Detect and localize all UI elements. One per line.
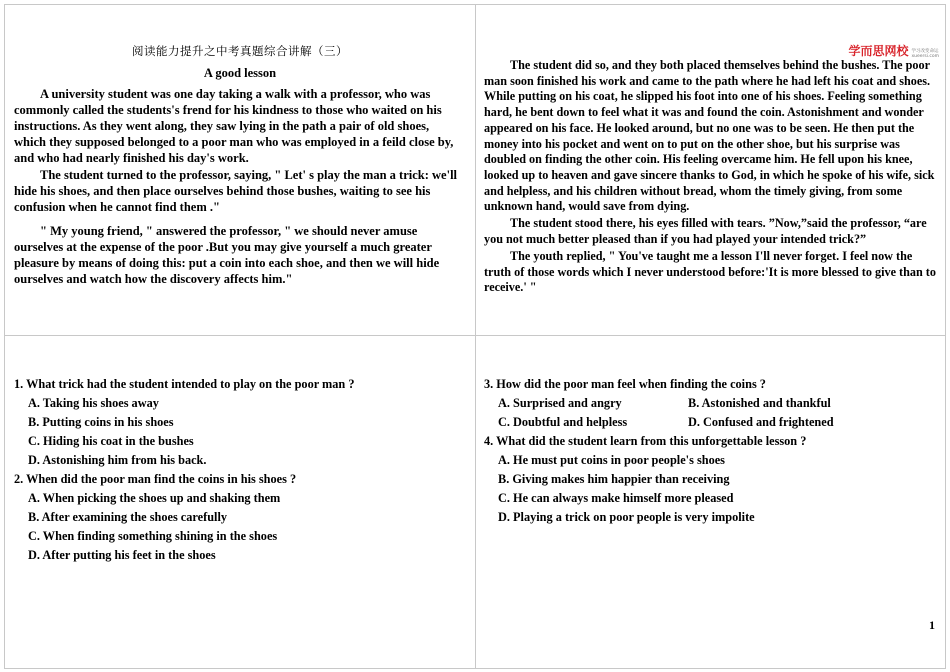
slide-top-left bbox=[4, 4, 476, 336]
passage-paragraph-5: The student stood there, his eyes filled with tears. ”Now,”said the professor, “are you not much better pleased than if you had played your intended trick?” bbox=[484, 216, 927, 246]
passage-paragraph-6: The youth replied, " You've taught me a lesson I'll never forget. I feel now the truth of those words which I never understood before:'It is more blessed to give than to receive.' " bbox=[484, 249, 936, 295]
passage-paragraph-1: A university student was one day taking a walk with a professor, who was commonly called the students's frend for his kindness to those who waited on his instructions. As they went along, they saw lying in the path a pair of old shoes, which they supposed belonged to a poor man who was employed in a feild close by, and who had nearly finished his day's work. bbox=[14, 87, 454, 165]
question-4-option-b: B. Giving makes him happier than receiving bbox=[498, 472, 730, 486]
passage-paragraph-2: The student turned to the professor, saying, " Let' s play the man a trick: we'll hide his shoes, and then place ourselves behind those bushes, waiting to see his confusion when he cannot find them ." bbox=[14, 168, 458, 214]
question-1-option-d: D. Astonishing him from his back. bbox=[28, 453, 207, 467]
question-1-option-c: C. Hiding his coat in the bushes bbox=[28, 434, 194, 448]
question-1-option-b: B. Putting coins in his shoes bbox=[28, 415, 174, 429]
question-1-option-a: A. Taking his shoes away bbox=[28, 396, 159, 410]
question-4-option-c: C. He can always make himself more pleased bbox=[498, 491, 734, 505]
document-title: 阅读能力提升之中考真题综合讲解（三） bbox=[132, 44, 348, 58]
passage-paragraph-3: " My young friend, " answered the professor, " we should never amuse ourselves at the expense of the poor .But you may give yourself a much greater pleasure by means of doing this: put a coin into each shoe, and then we will hide ourselves and watch how the discovery affects him." bbox=[14, 224, 440, 286]
passage-paragraph-4: The student did so, and they both placed themselves behind the bushes. The poor man soon finished his work and came to the path where he had left his coat and shoes. While putting on his coat, he slipped his foot into one of his shoes. Feeling something hard, he bent down to feel what it was and found the coin. Astonishment and wonder appeared on his face. He looked around, but no one was to be seen. He then put the money into his pocket and went on to put on the other shoe, but his surprise was doubled on finding the other coin. His feeling overcame him. He fell upon his knee, looked up to heaven and gave sincere thanks to God, in which he spoke of his wife, sick and helpless, and his children without bread, whom the timely giving, from some unknown hand, would save from dying. bbox=[484, 58, 935, 214]
question-3-option-a: A. Surprised and angry bbox=[498, 396, 622, 410]
question-4-option-a: A. He must put coins in poor people's shoes bbox=[498, 453, 725, 467]
question-2-option-d: D. After putting his feet in the shoes bbox=[28, 548, 216, 562]
slide-bottom-right bbox=[475, 335, 946, 669]
logo-text: 学而思网校 bbox=[848, 44, 909, 58]
question-3: 3. How did the poor man feel when finding the coins ? bbox=[484, 377, 766, 391]
question-4-option-d: D. Playing a trick on poor people is very impolite bbox=[498, 510, 755, 524]
question-1: 1. What trick had the student intended to play on the poor man ? bbox=[14, 377, 355, 391]
question-2-option-b: B. After examining the shoes carefully bbox=[28, 510, 228, 524]
logo-subtext: 学习改变命运 xueersi.com bbox=[911, 49, 939, 59]
slide-bottom-left bbox=[4, 335, 476, 669]
question-3-option-b: B. Astonished and thankful bbox=[688, 396, 831, 410]
question-4: 4. What did the student learn from this unforgettable lesson ? bbox=[484, 434, 807, 448]
question-2-option-c: C. When finding something shining in the shoes bbox=[28, 529, 278, 543]
question-2: 2. When did the poor man find the coins in his shoes ? bbox=[14, 472, 297, 486]
question-2-option-a: A. When picking the shoes up and shaking them bbox=[28, 491, 281, 505]
passage-title: A good lesson bbox=[203, 66, 277, 80]
slide-top-right bbox=[475, 4, 946, 336]
brand-logo bbox=[848, 42, 939, 59]
question-3-option-c: C. Doubtful and helpless bbox=[498, 415, 628, 429]
question-3-option-d: D. Confused and frightened bbox=[688, 415, 834, 429]
page-number: 1 bbox=[929, 618, 935, 632]
